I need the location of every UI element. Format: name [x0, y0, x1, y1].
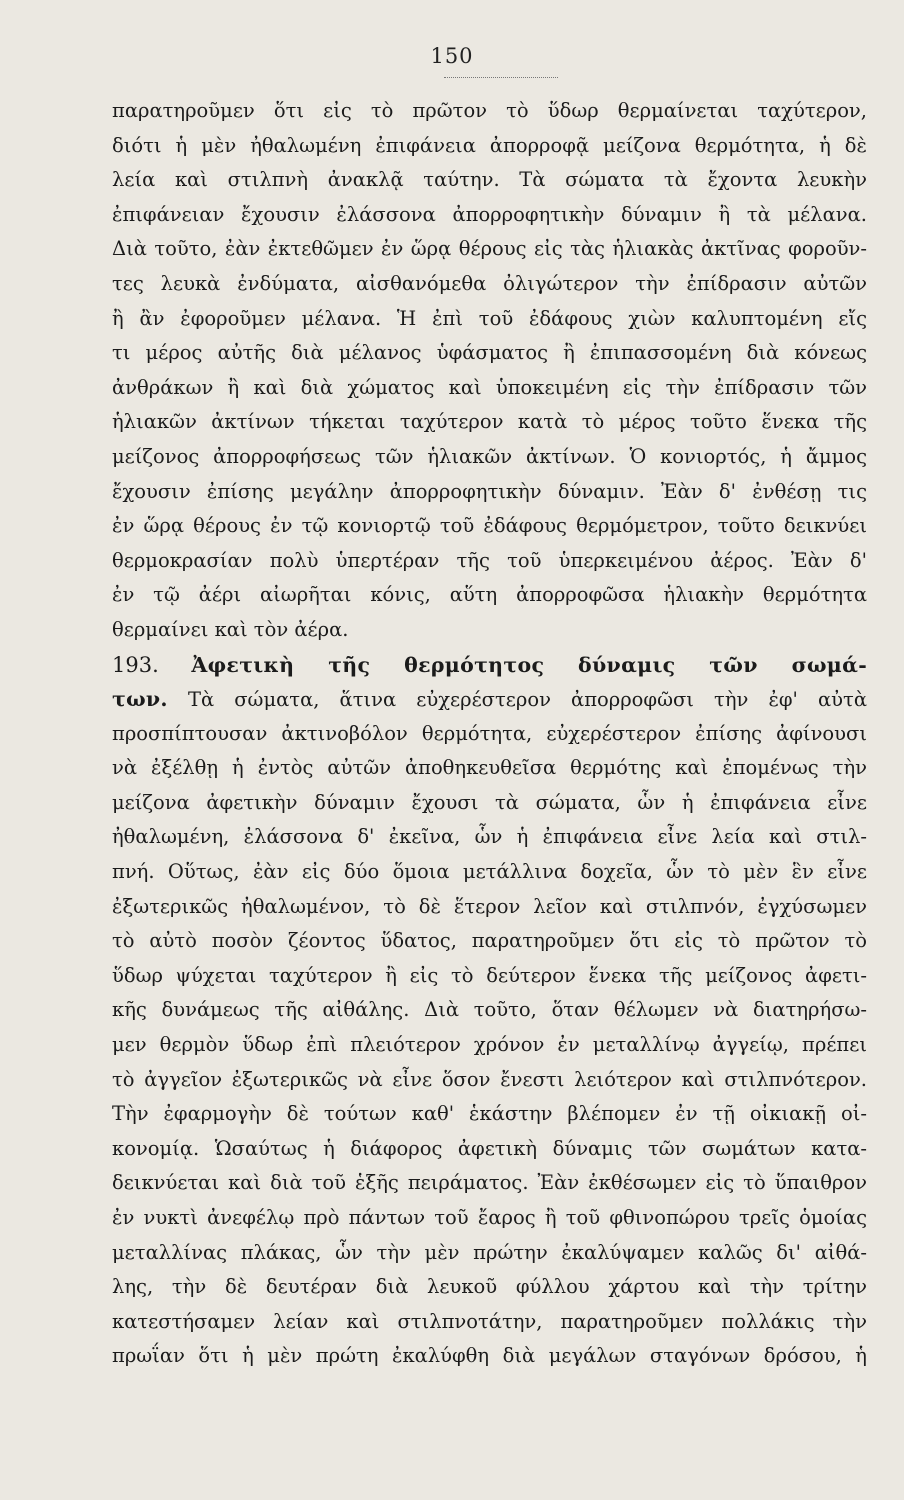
- text-line: ἡλιακῶν ἀκτίνων τήκεται ταχύτερον κατὰ τὸ μέρος τοῦτο ἕνεκα τῆς: [112, 410, 867, 434]
- text-line: ἐπιφάνειαν ἔχουσιν ἐλάσσονα ἀπορροφητικὴν δύναμιν ἢ τὰ μέλανα.: [112, 202, 867, 226]
- text-line: μεν θερμὸν ὕδωρ ἐπὶ πλειότερον χρόνον ἐν μεταλλίνῳ ἀγγείῳ, πρέπει: [112, 1033, 867, 1057]
- text-line: κονομίᾳ. Ὡσαύτως ἡ διάφορος ἀφετικὴ δύναμις τῶν σωμάτων κατα-: [112, 1136, 867, 1160]
- text-line: θερμαίνει καὶ τὸν ἀέρα.: [112, 617, 349, 641]
- text-line: διότι ἡ μὲν ἠθαλωμένη ἐπιφάνεια ἀπορροφᾷ μείζονα θερμότητα, ἡ δὲ: [112, 133, 867, 157]
- page-number: 150: [430, 44, 474, 68]
- text-line: κατεστήσαμεν λείαν καὶ στιλπνοτάτην, παρατηροῦμεν πολλάκις τὴν: [112, 1309, 867, 1333]
- text-line: κῆς δυνάμεως τῆς αἰθάλης. Διὰ τοῦτο, ὅταν θέλωμεν νὰ διατηρήσω-: [112, 998, 867, 1022]
- text-line: ἐξωτερικῶς ἠθαλωμένον, τὸ δὲ ἕτερον λεῖον καὶ στιλπνόν, ἐγχύσωμεν: [112, 894, 867, 918]
- text-line: τὸ αὐτὸ ποσὸν ζέοντος ὕδατος, παρατηροῦμεν ὅτι εἰς τὸ πρῶτον τὸ: [112, 929, 867, 953]
- text-line: ἐν νυκτὶ ἀνεφέλῳ πρὸ πάντων τοῦ ἔαρος ἢ τοῦ φθινοπώρου τρεῖς ὁμοίας: [112, 1206, 867, 1229]
- text-line: τι μέρος αὐτῆς διὰ μέλανος ὑφάσματος ἢ ἐπιπασσομένη διὰ κόνεως: [112, 341, 867, 365]
- text-line: ἐν ὥρᾳ θέρους ἐν τῷ κονιορτῷ τοῦ ἐδάφους θερμόμετρον, τοῦτο δεικνύει: [112, 514, 867, 538]
- text-line: δεικνύεται καὶ διὰ τοῦ ἑξῆς πειράματος. Ἐὰν ἐκθέσωμεν εἰς τὸ ὕπαιθρον: [112, 1171, 867, 1195]
- text-line: Διὰ τοῦτο, ἐὰν ἐκτεθῶμεν ἐν ὥρᾳ θέρους εἰς τὰς ἡλιακὰς ἀκτῖνας φοροῦν-: [112, 237, 867, 261]
- text-line: Τὴν ἐφαρμογὴν δὲ τούτων καθ' ἑκάστην βλέπομεν ἐν τῇ οἰκιακῇ οἰ-: [112, 1102, 867, 1126]
- text-line: πνή. Οὕτως, ἐὰν εἰς δύο ὅμοια μετάλλινα δοχεῖα, ὧν τὸ μὲν ἓν εἶνε: [112, 860, 867, 884]
- text-line: ἐν τῷ ἀέρι αἰωρῆται κόνις, αὕτη ἀπορροφῶσα ἡλιακὴν θερμότητα: [112, 583, 867, 607]
- text-line: μείζονος ἀπορροφήσεως τῶν ἡλιακῶν ἀκτίνων. Ὁ κονιορτός, ἡ ἄμμος: [112, 444, 867, 468]
- text-line: θερμοκρασίαν πολὺ ὑπερτέραν τῆς τοῦ ὑπερκειμένου ἀέρος. Ἐὰν δ': [112, 548, 867, 572]
- text-line: νὰ ἐξέλθῃ ἡ ἐντὸς αὐτῶν ἀποθηκευθεῖσα θερμότης καὶ ἐπομένως τὴν: [112, 756, 867, 780]
- section-heading-line: [112, 648, 867, 683]
- text-line: λεία καὶ στιλπνὴ ἀνακλᾷ ταύτην. Τὰ σώματα τὰ ἔχοντα λευκὴν: [112, 168, 867, 192]
- text-line: ὕδωρ ψύχεται ταχύτερον ἢ εἰς τὸ δεύτερον ἕνεκα τῆς μείζονος ἀφετι-: [112, 963, 867, 987]
- text-line: λης, τὴν δὲ δευτέραν διὰ λευκοῦ φύλλου χάρτου καὶ τὴν τρίτην: [112, 1275, 867, 1299]
- page-number-rule: [444, 77, 558, 78]
- text-line: παρατηροῦμεν ὅτι εἰς τὸ πρῶτον τὸ ὕδωρ θερμαίνεται ταχύτερον,: [112, 99, 867, 122]
- text-line: ἠθαλωμένη, ἐλάσσονα δ' ἐκεῖνα, ὧν ἡ ἐπιφάνεια εἶνε λεία καὶ στιλ-: [112, 825, 867, 849]
- section-first-line: [112, 682, 867, 717]
- section-heading: Ἀφετικὴ τῆς θερμότητος δύναμις τῶν σωμά-: [191, 652, 867, 677]
- text-line: μείζονα ἀφετικὴν δύναμιν ἔχουσι τὰ σώματα, ὧν ἡ ἐπιφάνεια εἶνε: [112, 790, 867, 814]
- section-text: Τὰ σώματα, ἅτινα εὐχερέστερον ἀπορροφῶσι τὴν ἐφ' αὐτὰ: [187, 688, 867, 712]
- text-line: προσπίπτουσαν ἀκτινοβόλον θερμότητα, εὐχερέστερον ἐπίσης ἀφίνουσι: [112, 721, 867, 745]
- text-line: πρωΐαν ὅτι ἡ μὲν πρώτη ἐκαλύφθη διὰ μεγάλων σταγόνων δρόσου, ἡ: [112, 1344, 867, 1368]
- text-line: ἔχουσιν ἐπίσης μεγάλην ἀπορροφητικὴν δύναμιν. Ἐὰν δ' ἐνθέσῃ τις: [112, 479, 867, 503]
- text-line: τὸ ἀγγεῖον ἐξωτερικῶς νὰ εἶνε ὅσον ἔνεστι λειότερον καὶ στιλπνότερον.: [112, 1067, 867, 1091]
- section-heading-continuation: των.: [112, 687, 168, 712]
- text-line: ἢ ἂν ἐφοροῦμεν μέλανα. Ἡ ἐπὶ τοῦ ἐδάφους χιὼν καλυπτομένη εἴς: [112, 306, 867, 330]
- text-line: ἀνθράκων ἢ καὶ διὰ χώματος καὶ ὑποκειμένη εἰς τὴν ἐπίδρασιν τῶν: [112, 375, 867, 399]
- text-line: μεταλλίνας πλάκας, ὧν τὴν μὲν πρώτην ἐκαλύψαμεν καλῶς δι' αἰθά-: [112, 1240, 867, 1264]
- text-line: τες λευκὰ ἐνδύματα, αἰσθανόμεθα ὀλιγώτερον τὴν ἐπίδρασιν αὐτῶν: [112, 271, 867, 295]
- section-number: 193.: [112, 652, 159, 677]
- page-text: [112, 94, 867, 1374]
